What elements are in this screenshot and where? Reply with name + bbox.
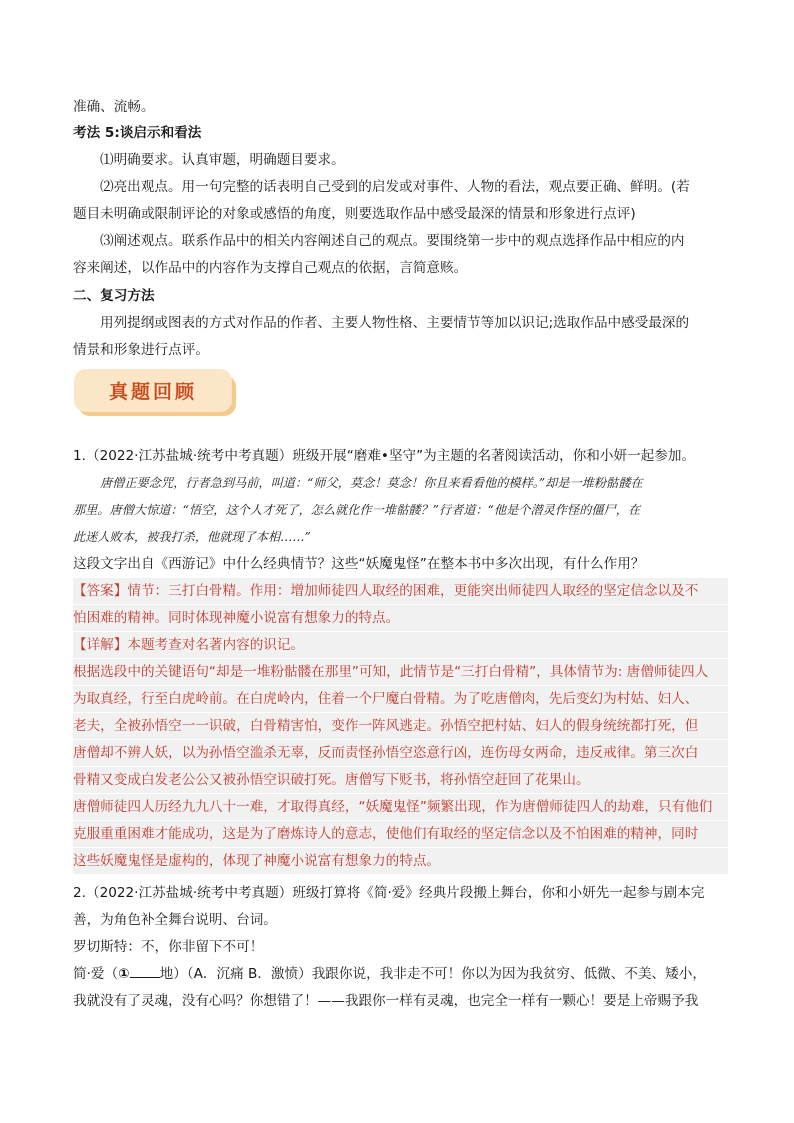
detail-line: 唐僧师徒四人历经九九八十一难，才取得真经，“妖魔鬼怪”频繁出现，作为唐僧师徒四人的劫难，只有他们 xyxy=(73,794,728,820)
text-line: 准确、流畅。 xyxy=(73,99,155,115)
section-banner xyxy=(74,369,236,416)
answer-line: 怕困难的精神。同时体现神魔小说富有想象力的特点。 xyxy=(73,605,728,631)
text-line: ⑴明确要求。认真审题，明确题目要求。 xyxy=(100,152,345,168)
answer-line: 【答案】情节：三打白骨精。作用：增加师徒四人取经的困难，更能突出师徒四人取经的坚定信念以及不 xyxy=(73,578,728,604)
detail-line: 为取真经，行至白虎岭前。在白虎岭内，住着一个尸魔白骨精。为了吃唐僧肉，先后变幻为村姑、妇人、 xyxy=(73,686,728,712)
script-line: 简·爱（① 地）（A．沉痛 B．激愤）我跟你说，我非走不可！你以为因为我贫穷、低微、不美、矮小， xyxy=(73,961,728,987)
question-2-intro: 2.（2022·江苏盐城·统考中考真题）班级打算将《简·爱》经典片段搬上舞台，你和小妍先一起参与剧本完 xyxy=(73,885,705,901)
detail-line: 根据选段中的关键语句“却是一堆粉骷髅在那里”可知，此情节是“三打白骨精”，具体情节为: 唐僧师徒四人 xyxy=(73,659,728,685)
detail-line: 【详解】本题考查对名著内容的识记。 xyxy=(73,632,728,658)
quote-line: 那里。唐僧大惊道：“悟空，这个人才死了，怎么就化作一堆骷髅？”行者道：“他是个潜灵作怪的僵尸，在 xyxy=(73,503,641,517)
detail-line: 这些妖魔鬼怪是虚构的，体现了神魔小说富有想象力的特点。 xyxy=(73,848,728,874)
text-line: 容来阐述，以作品中的内容作为支撑自己观点的依据，言简意赅。 xyxy=(73,260,468,276)
quote-line: 此迷人败本，被我打杀，他就现了本相……” xyxy=(73,530,311,544)
question-1-prompt: 这段文字出自《西游记》中什么经典情节？这些“妖魔鬼怪”在整本书中多次出现，有什么作用？ xyxy=(73,556,645,572)
text-line: 题目未明确或限制评论的对象或感悟的角度，则要选取作品中感受最深的情景和形象进行点评) xyxy=(73,206,636,222)
text-line: ⑵亮出观点。用一句完整的话表明自己受到的启发或对事件、人物的看法，观点要正确、鲜明。(若 xyxy=(100,179,690,195)
banner-title: 真题回顾 xyxy=(108,381,197,403)
detail-tag: 【详解】 xyxy=(73,637,128,653)
answer-tag: 【答案】 xyxy=(73,583,128,599)
section-heading: 考法 5:谈启示和看法 xyxy=(73,125,202,141)
detail-line: 唐僧却不辨人妖，以为孙悟空滥杀无辜，反而责怪孙悟空恣意行凶，连伤母女两命，违反戒律。第三次白 xyxy=(73,740,728,766)
text-line: 情景和形象进行点评。 xyxy=(73,342,209,358)
script-line: 我就没有了灵魂，没有心吗？你想错了！——我跟你一样有灵魂，也完全一样有一颗心！要是上帝赐予我 xyxy=(73,993,699,1009)
question-1-intro: 1.（2022·江苏盐城·统考中考真题）班级开展“磨难•坚守”为主题的名著阅读活动，你和小妍一起参加。 xyxy=(73,448,696,464)
answer-blank[interactable] xyxy=(130,963,160,978)
section-heading: 二、复习方法 xyxy=(73,288,155,304)
detail-line: 老夫，全被孙悟空一一识破，白骨精害怕，变作一阵风逃走。孙悟空把村姑、妇人的假身统统都打死，但 xyxy=(73,713,728,739)
detail-line: 骨精又变成白发老公公又被孙悟空识破打死。唐僧写下贬书，将孙悟空赶回了花果山。 xyxy=(73,767,728,793)
text-line: ⑶阐述观点。联系作品中的相关内容阐述自己的观点。要围绕第一步中的观点选择作品中相应的内 xyxy=(100,233,685,249)
blank-number: ① xyxy=(118,966,130,982)
detail-line: 克服重重困难才能成功，这是为了磨炼诗人的意志，使他们有取经的坚定信念以及不怕困难的精神，同时 xyxy=(73,821,728,847)
text-line: 用列提纲或图表的方式对作品的作者、主要人物性格、主要情节等加以识记;选取作品中感受最深的 xyxy=(100,315,690,331)
script-line: 罗切斯特：不，你非留下不可！ xyxy=(73,939,264,955)
quote-line: 唐僧正要念咒，行者急到马前，叫道：“师父，莫念！莫念！你且来看看他的模样。”却是一堆粉骷髅在 xyxy=(100,476,643,490)
question-2-intro: 善，为角色补全舞台说明、台词。 xyxy=(73,912,277,928)
